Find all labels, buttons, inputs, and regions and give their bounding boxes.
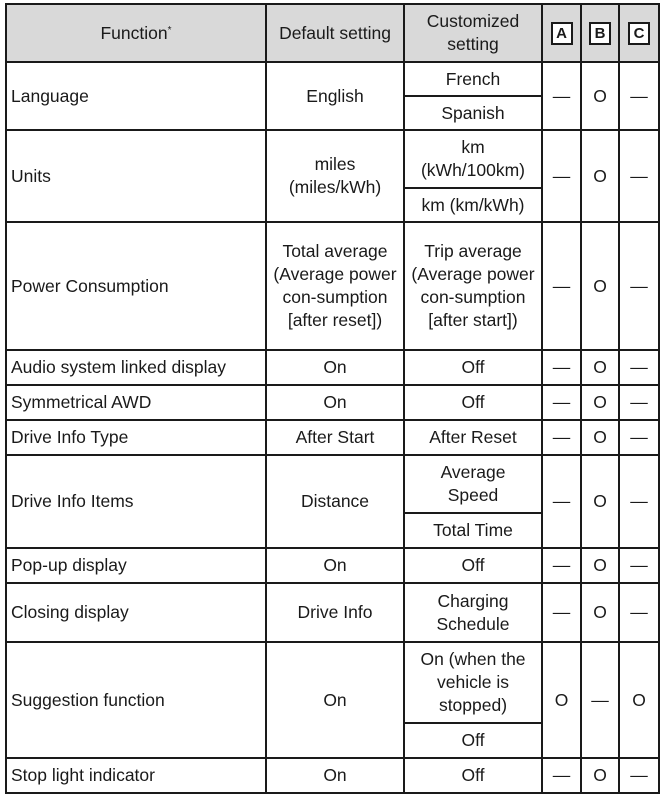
default-cell: Total average (Average power con-sumption [after reset]) (266, 222, 404, 350)
default-cell: On (266, 758, 404, 793)
custom-cell: Off (404, 350, 542, 385)
function-cell: Symmetrical AWD (6, 385, 266, 420)
col-c-cell: — (619, 758, 659, 793)
function-cell: Audio system linked display (6, 350, 266, 385)
table-row (6, 385, 659, 420)
default-cell: On (266, 350, 404, 385)
function-cell: Stop light indicator (6, 758, 266, 793)
col-c-cell: O (619, 642, 659, 758)
col-b-cell: O (581, 222, 619, 350)
custom-cell: Off (404, 758, 542, 793)
col-a-cell: — (542, 222, 581, 350)
default-cell: miles (miles/kWh) (266, 130, 404, 222)
table-row (6, 583, 659, 642)
table-row (6, 222, 659, 350)
col-c-cell: — (619, 62, 659, 130)
col-a-cell: — (542, 62, 581, 130)
header-customized-setting: Customized setting (404, 4, 542, 62)
col-c-cell: — (619, 130, 659, 222)
col-a-cell: — (542, 548, 581, 583)
col-a-cell: — (542, 758, 581, 793)
col-a-cell: — (542, 583, 581, 642)
table-row (6, 642, 659, 723)
custom-cell: Off (404, 385, 542, 420)
table-row (6, 62, 659, 96)
custom-cell: Off (404, 723, 542, 758)
header-col-c: C (619, 4, 659, 62)
header-col-b: B (581, 4, 619, 62)
table-row (6, 548, 659, 583)
default-cell: Distance (266, 455, 404, 548)
header-col-a: A (542, 4, 581, 62)
col-a-cell: — (542, 385, 581, 420)
col-c-cell: — (619, 420, 659, 455)
function-cell: Language (6, 62, 266, 130)
custom-cell: Average Speed (404, 455, 542, 513)
header-function: Function* (6, 4, 266, 62)
col-b-cell: O (581, 62, 619, 130)
custom-cell: Charging Schedule (404, 583, 542, 642)
function-cell: Closing display (6, 583, 266, 642)
default-cell: After Start (266, 420, 404, 455)
col-b-cell: O (581, 548, 619, 583)
col-b-cell: O (581, 583, 619, 642)
table-row (6, 455, 659, 513)
settings-table (5, 3, 660, 794)
col-c-cell: — (619, 583, 659, 642)
col-b-cell: O (581, 455, 619, 548)
col-c-cell: — (619, 350, 659, 385)
custom-cell: French (404, 62, 542, 96)
custom-cell: On (when the vehicle is stopped) (404, 642, 542, 723)
col-b-cell: O (581, 420, 619, 455)
function-cell: Power Consumption (6, 222, 266, 350)
header-default-setting: Default setting (266, 4, 404, 62)
default-cell: English (266, 62, 404, 130)
custom-cell: km (kWh/100km) (404, 130, 542, 188)
table-row (6, 758, 659, 793)
custom-cell: km (km/kWh) (404, 188, 542, 222)
default-cell: Drive Info (266, 583, 404, 642)
function-cell: Pop-up display (6, 548, 266, 583)
col-a-cell: — (542, 420, 581, 455)
default-cell: On (266, 385, 404, 420)
col-c-cell: — (619, 385, 659, 420)
function-cell: Drive Info Type (6, 420, 266, 455)
col-a-cell: — (542, 130, 581, 222)
col-b-cell: — (581, 642, 619, 758)
header-row (6, 4, 659, 62)
custom-cell: After Reset (404, 420, 542, 455)
col-b-cell: O (581, 385, 619, 420)
col-a-cell: O (542, 642, 581, 758)
default-cell: On (266, 642, 404, 758)
col-b-cell: O (581, 350, 619, 385)
col-c-cell: — (619, 222, 659, 350)
function-cell: Units (6, 130, 266, 222)
function-cell: Drive Info Items (6, 455, 266, 548)
col-b-cell: O (581, 130, 619, 222)
table-row (6, 350, 659, 385)
custom-cell: Trip average (Average power con-sumption [after start]) (404, 222, 542, 350)
function-cell: Suggestion function (6, 642, 266, 758)
custom-cell: Total Time (404, 513, 542, 548)
table-row (6, 130, 659, 188)
col-a-cell: — (542, 350, 581, 385)
col-a-cell: — (542, 455, 581, 548)
col-b-cell: O (581, 758, 619, 793)
default-cell: On (266, 548, 404, 583)
col-c-cell: — (619, 548, 659, 583)
table-row (6, 420, 659, 455)
custom-cell: Off (404, 548, 542, 583)
col-c-cell: — (619, 455, 659, 548)
custom-cell: Spanish (404, 96, 542, 130)
